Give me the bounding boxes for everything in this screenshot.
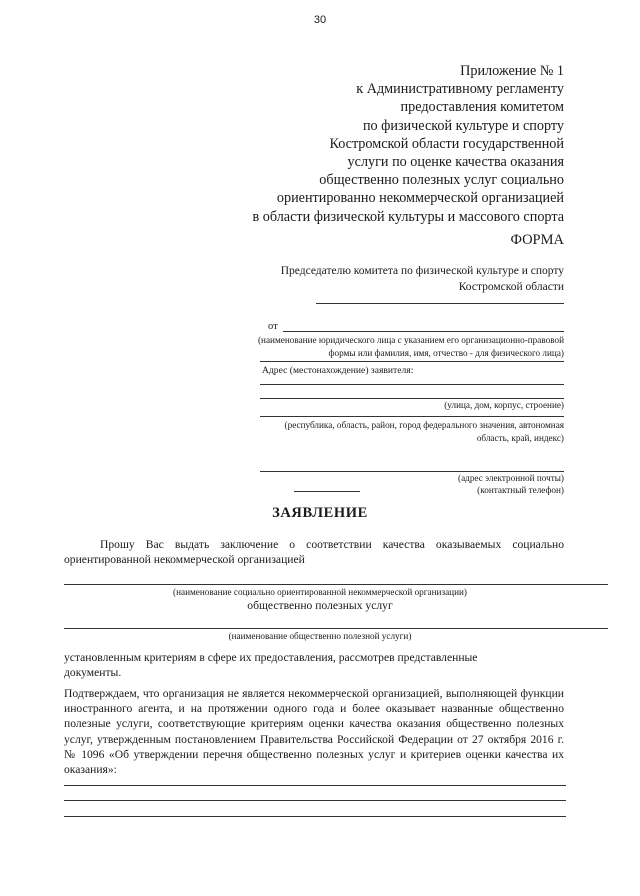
from-label: от <box>268 321 278 332</box>
address-line-1[interactable] <box>260 384 564 385</box>
region-line[interactable] <box>260 416 564 417</box>
appendix-line: предоставления комитетом <box>400 99 564 116</box>
street-line[interactable] <box>260 398 564 399</box>
applicant-name-line[interactable] <box>283 331 564 332</box>
form-label: ФОРМА <box>510 232 564 248</box>
applicant-extra-line[interactable] <box>260 361 564 362</box>
page-number: 30 <box>313 14 327 26</box>
answer-line-2[interactable] <box>64 800 566 801</box>
address-label: Адрес (местонахождение) заявителя: <box>262 365 414 376</box>
recipient-line-1: Председателю комитета по физической культуре и спорту <box>280 265 564 277</box>
appendix-line: Приложение № 1 <box>460 63 564 79</box>
appendix-line: по физической культуре и спорту <box>362 117 564 134</box>
appendix-line: ориентированно некоммерческой организацией <box>276 190 564 207</box>
appendix-line: общественно полезных услуг социально <box>319 172 564 189</box>
org-caption: (наименование социально ориентированной некоммерческой организации) <box>173 587 467 597</box>
criteria-paragraph: установленным критериям в сфере их предоставления, рассмотрев представленные документы. <box>64 651 478 680</box>
service-caption: (наименование общественно полезной услуги) <box>228 631 412 641</box>
applicant-caption-line-1: (наименование юридического лица с указанием его организационно-правовой <box>258 335 564 345</box>
document-title: ЗАЯВЛЕНИЕ <box>272 505 368 521</box>
email-caption: (адрес электронной почты) <box>458 473 564 483</box>
email-line[interactable] <box>260 471 564 472</box>
region-caption-line-2: область, край, индекс) <box>476 432 564 443</box>
recipient-name-line[interactable] <box>316 303 564 304</box>
region-caption-line-1: (республика, область, район, город федерального значения, автономная <box>284 420 564 430</box>
appendix-line: Костромской области государственной <box>329 135 564 152</box>
appendix-line: в области физической культуры и массового спорта <box>252 208 564 225</box>
street-caption: (улица, дом, корпус, строение) <box>444 400 564 410</box>
applicant-caption <box>244 334 564 359</box>
org-name-line[interactable] <box>64 584 608 585</box>
appendix-line: услуги по оценке качества оказания <box>347 154 564 171</box>
confirm-paragraph: Подтверждаем, что организация не является некоммерческой организацией, выполняющей функции иностранного агента, и на протяжении одного года и более оказывает названные общественно полезные услуги, соответствующие критериям оценки качества оказания общественно полезных услуг, утвержденным постановлением Правительства Российской Федерации от 27 октября 2016 г. № 1096 «Об утверждении перечня общественно полезных услуг и критериев оценки качества их оказания»: <box>64 687 564 777</box>
service-name-line[interactable] <box>64 628 608 629</box>
request-paragraph: Прошу Вас выдать заключение о соответствии качества оказываемых социально ориентированной некоммерческой организацией <box>64 538 564 567</box>
services-label: общественно полезных услуг <box>247 599 393 612</box>
phone-caption: (контактный телефон) <box>477 485 564 495</box>
answer-line-1[interactable] <box>64 785 566 786</box>
applicant-caption-line-2: формы или фамилия, имя, отчество - для физического лица) <box>328 347 564 358</box>
region-caption <box>244 419 564 444</box>
phone-line[interactable] <box>294 491 360 492</box>
recipient-line-2: Костромской области <box>458 281 564 293</box>
appendix-header <box>144 62 564 226</box>
answer-line-3[interactable] <box>64 816 566 817</box>
recipient-block <box>204 263 564 295</box>
appendix-line: к Административному регламенту <box>356 81 564 98</box>
